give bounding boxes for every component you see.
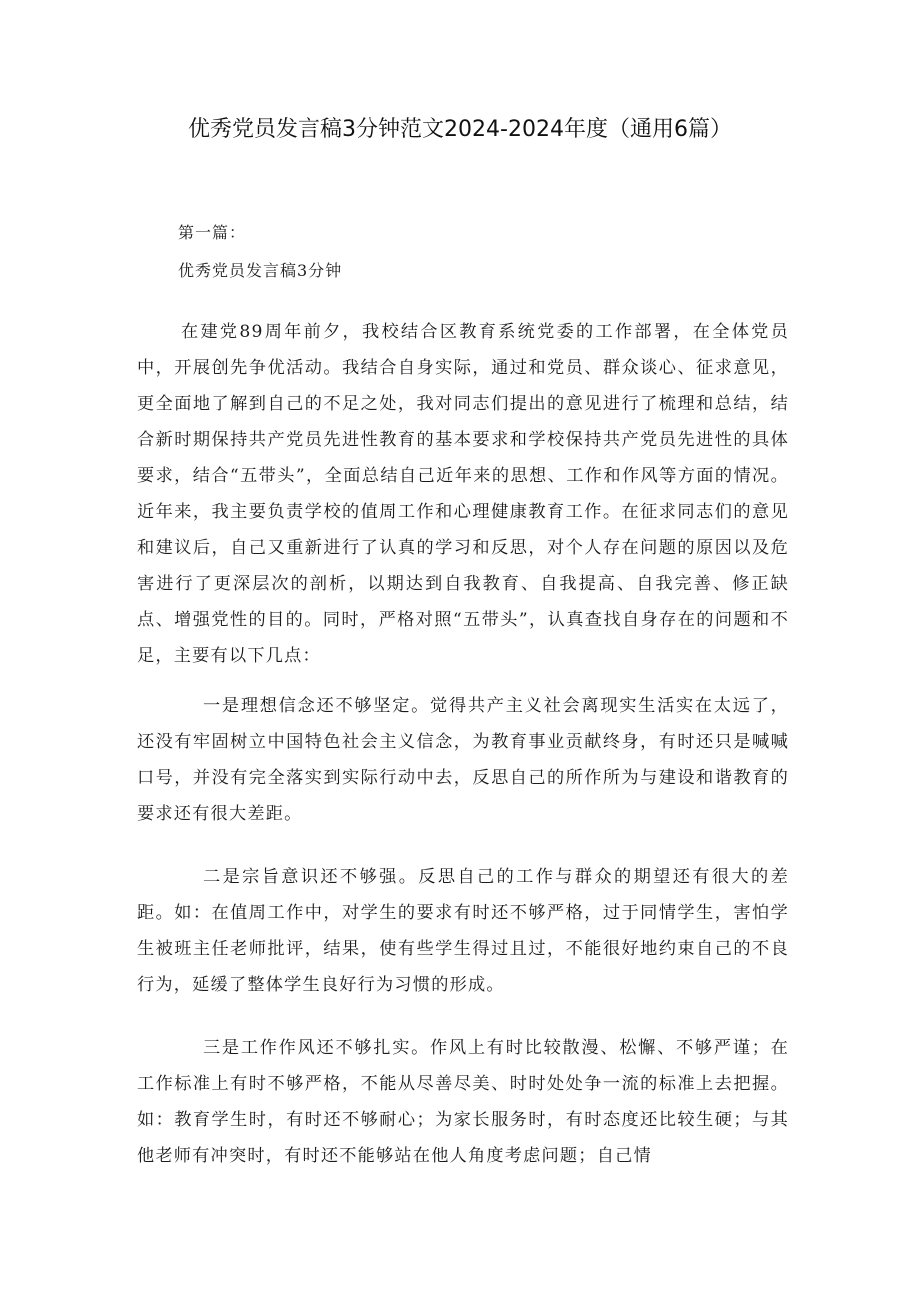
paragraph-point-1: 一是理想信念还不够坚定。觉得共产主义社会离现实生活实在太远了，还没有牢固树立中国特色社会主义信念，为教育事业贡献终身，有时还只是喊喊口号，并没有完全落实到实际行动中去，反思自己的所作所为与建设和谐教育的要求还有很大差距。 (137, 696, 789, 824)
paragraph-intro: 在建党89周年前夕，我校结合区教育系统党委的工作部署，在全体党员中，开展创先争优活动。我结合自身实际，通过和党员、群众谈心、征求意见，更全面地了解到自己的不足之处，我对同志们提出的意见进行了梳理和总结，结合新时期保持共产党员先进性教育的基本要求和学校保持共产党员先进性的具体要求，结合“五带头”，全面总结自己近年来的思想、工作和作风等方面的情况。近年来，我主要负责学校的值周工作和心理健康教育工作。在征求同志们的意见和建议后，自己又重新进行了认真的学习和反思，对个人存在问题的原因以及危害进行了更深层次的剖析，以期达到自我教育、自我提高、自我完善、修正缺点、增强党性的目的。同时，严格对照“五带头”，认真查找自身存在的问题和不足，主要有以下几点： (137, 322, 789, 666)
section-title: 优秀党员发言稿3分钟 (178, 261, 343, 280)
paragraph-point-2: 二是宗旨意识还不够强。反思自己的工作与群众的期望还有很大的差距。如：在值周工作中，对学生的要求有时还不够严格，过于同情学生，害怕学生被班主任老师批评，结果，使有些学生得过且过，不能很好地约束自己的不良行为，延缓了整体学生良好行为习惯的形成。 (137, 867, 789, 995)
paragraph-point-3: 三是工作作风还不够扎实。作风上有时比较散漫、松懈、不够严谨；在工作标准上有时不够严格，不能从尽善尽美、时时处处争一流的标准上去把握。如：教育学生时，有时还不够耐心；为家长服务时，有时态度还比较生硬；与其他老师有冲突时，有时还不能够站在他人角度考虑问题；自己情 (137, 1038, 789, 1166)
section-label: 第一篇： (178, 223, 247, 242)
document-title: 优秀党员发言稿3分钟范文2024-2024年度（通用6篇） (188, 117, 732, 142)
